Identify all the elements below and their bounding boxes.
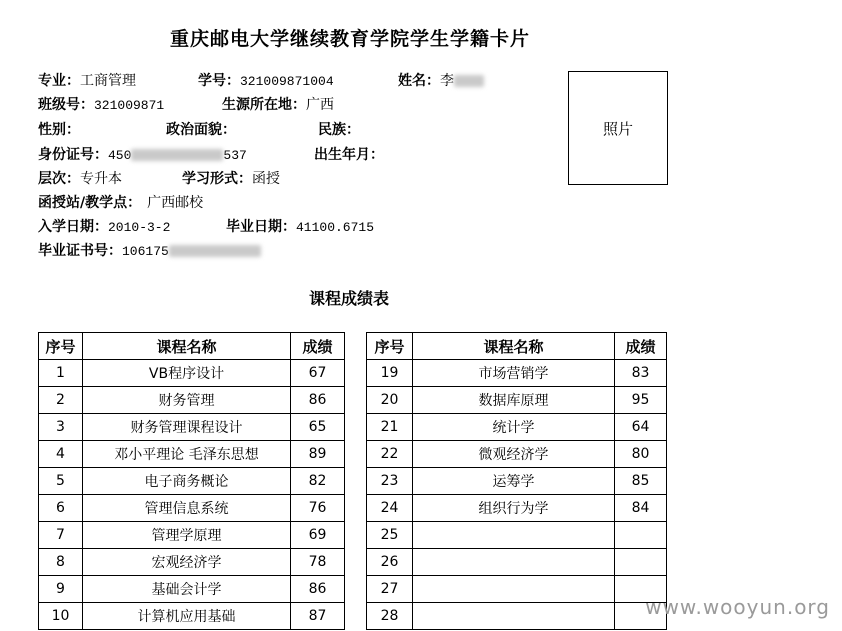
ethnicity-label: 民族： bbox=[318, 122, 360, 138]
course-name: 财务管理课程设计 bbox=[83, 414, 291, 441]
major-label: 专业： bbox=[38, 73, 80, 89]
score: 87 bbox=[291, 603, 345, 630]
course-name bbox=[413, 603, 615, 630]
score: 78 bbox=[291, 549, 345, 576]
id-prefix: 450 bbox=[108, 148, 132, 163]
table-row bbox=[39, 576, 345, 603]
level-label: 层次： bbox=[38, 171, 80, 187]
score: 64 bbox=[615, 414, 667, 441]
political-label: 政治面貌： bbox=[166, 122, 236, 138]
table-row bbox=[39, 441, 345, 468]
table-row bbox=[367, 603, 667, 630]
table-row bbox=[367, 549, 667, 576]
cert-label: 毕业证书号： bbox=[38, 243, 122, 259]
class-no-value: 321009871 bbox=[94, 98, 165, 113]
id-suffix: 537 bbox=[223, 148, 247, 163]
score: 86 bbox=[291, 576, 345, 603]
row-no: 4 bbox=[39, 441, 83, 468]
score: 84 bbox=[615, 495, 667, 522]
station-field bbox=[38, 194, 203, 212]
row-no: 7 bbox=[39, 522, 83, 549]
political-field bbox=[166, 121, 236, 139]
birth-field bbox=[314, 146, 384, 164]
course-name: 市场营销学 bbox=[413, 360, 615, 387]
station-value: 广西邮校 bbox=[147, 195, 204, 211]
row-no: 22 bbox=[367, 441, 413, 468]
course-name bbox=[413, 549, 615, 576]
table-row bbox=[39, 495, 345, 522]
row-no: 5 bbox=[39, 468, 83, 495]
grades-title: 课程成绩表 bbox=[309, 289, 390, 308]
course-name: 数据库原理 bbox=[413, 387, 615, 414]
table-row bbox=[39, 549, 345, 576]
course-name: 计算机应用基础 bbox=[83, 603, 291, 630]
score: 95 bbox=[615, 387, 667, 414]
table-row bbox=[39, 603, 345, 630]
student-no-value: 321009871004 bbox=[240, 74, 334, 89]
row-no: 8 bbox=[39, 549, 83, 576]
row-no: 3 bbox=[39, 414, 83, 441]
name-field bbox=[398, 72, 484, 90]
gender-label: 性别： bbox=[38, 122, 80, 138]
score: 67 bbox=[291, 360, 345, 387]
cert-prefix: 106175 bbox=[122, 244, 169, 259]
score bbox=[615, 549, 667, 576]
score: 89 bbox=[291, 441, 345, 468]
table-row bbox=[39, 360, 345, 387]
score: 85 bbox=[615, 468, 667, 495]
course-name bbox=[413, 576, 615, 603]
student-no-field bbox=[198, 72, 334, 91]
study-form-label: 学习形式： bbox=[182, 171, 252, 187]
class-no-field bbox=[38, 96, 164, 115]
redacted-name bbox=[454, 75, 484, 87]
class-no-label: 班级号： bbox=[38, 97, 94, 113]
col-header-score: 成绩 bbox=[291, 333, 345, 360]
table-row bbox=[367, 495, 667, 522]
row-no: 26 bbox=[367, 549, 413, 576]
col-header-course: 课程名称 bbox=[83, 333, 291, 360]
table-row bbox=[367, 441, 667, 468]
photo-box bbox=[568, 71, 668, 185]
score bbox=[615, 522, 667, 549]
name-value: 李 bbox=[440, 73, 454, 89]
gender-field bbox=[38, 121, 80, 139]
grad-field bbox=[226, 218, 374, 237]
course-name: 管理学原理 bbox=[83, 522, 291, 549]
course-name: 邓小平理论 毛泽东思想 bbox=[83, 441, 291, 468]
level-value: 专升本 bbox=[80, 171, 122, 187]
table-row bbox=[367, 414, 667, 441]
row-no: 10 bbox=[39, 603, 83, 630]
table-header-row bbox=[367, 333, 667, 360]
course-name bbox=[413, 522, 615, 549]
student-no-label: 学号： bbox=[198, 73, 240, 89]
row-no: 19 bbox=[367, 360, 413, 387]
table-row bbox=[39, 468, 345, 495]
table-row bbox=[39, 522, 345, 549]
course-name: VB程序设计 bbox=[83, 360, 291, 387]
page-title: 重庆邮电大学继续教育学院学生学籍卡片 bbox=[170, 28, 531, 50]
row-no: 20 bbox=[367, 387, 413, 414]
name-label: 姓名： bbox=[398, 73, 440, 89]
col-header-no: 序号 bbox=[39, 333, 83, 360]
ethnicity-field bbox=[318, 121, 360, 139]
course-name: 统计学 bbox=[413, 414, 615, 441]
origin-value: 广西 bbox=[306, 97, 334, 113]
score: 76 bbox=[291, 495, 345, 522]
station-label: 函授站/教学点： bbox=[38, 195, 142, 211]
course-name: 管理信息系统 bbox=[83, 495, 291, 522]
row-no: 9 bbox=[39, 576, 83, 603]
redacted-id bbox=[131, 149, 223, 161]
score: 82 bbox=[291, 468, 345, 495]
photo-label: 照片 bbox=[602, 119, 633, 138]
table-row bbox=[367, 576, 667, 603]
enroll-value: 2010-3-2 bbox=[108, 220, 171, 235]
row-no: 25 bbox=[367, 522, 413, 549]
col-header-no: 序号 bbox=[367, 333, 413, 360]
study-form-value: 函授 bbox=[252, 171, 280, 187]
row-no: 1 bbox=[39, 360, 83, 387]
row-no: 24 bbox=[367, 495, 413, 522]
id-field bbox=[38, 146, 247, 165]
score: 83 bbox=[615, 360, 667, 387]
origin-label: 生源所在地： bbox=[222, 97, 306, 113]
level-field bbox=[38, 170, 122, 188]
course-name: 基础会计学 bbox=[83, 576, 291, 603]
course-name: 运筹学 bbox=[413, 468, 615, 495]
row-no: 27 bbox=[367, 576, 413, 603]
grad-label: 毕业日期： bbox=[226, 219, 296, 235]
score: 86 bbox=[291, 387, 345, 414]
origin-field bbox=[222, 96, 334, 114]
grades-table-left bbox=[38, 332, 345, 630]
watermark: www.wooyun.org bbox=[645, 595, 830, 619]
redacted-cert bbox=[169, 245, 261, 257]
id-label: 身份证号： bbox=[38, 147, 108, 163]
birth-label: 出生年月： bbox=[314, 147, 384, 163]
table-row bbox=[367, 468, 667, 495]
row-no: 23 bbox=[367, 468, 413, 495]
grades-table-right bbox=[366, 332, 667, 630]
course-name: 电子商务概论 bbox=[83, 468, 291, 495]
grad-value: 41100.6715 bbox=[296, 220, 375, 235]
table-row bbox=[367, 387, 667, 414]
score: 69 bbox=[291, 522, 345, 549]
table-row bbox=[39, 414, 345, 441]
row-no: 6 bbox=[39, 495, 83, 522]
course-name: 微观经济学 bbox=[413, 441, 615, 468]
major-value: 工商管理 bbox=[80, 73, 136, 89]
study-form-field bbox=[182, 170, 280, 188]
table-row bbox=[367, 522, 667, 549]
table-row bbox=[367, 360, 667, 387]
score: 65 bbox=[291, 414, 345, 441]
row-no: 2 bbox=[39, 387, 83, 414]
table-header-row bbox=[39, 333, 345, 360]
major-field bbox=[38, 72, 136, 90]
row-no: 28 bbox=[367, 603, 413, 630]
score: 80 bbox=[615, 441, 667, 468]
row-no: 21 bbox=[367, 414, 413, 441]
course-name: 宏观经济学 bbox=[83, 549, 291, 576]
enroll-label: 入学日期： bbox=[38, 219, 108, 235]
enroll-field bbox=[38, 218, 170, 237]
table-row bbox=[39, 387, 345, 414]
col-header-score: 成绩 bbox=[615, 333, 667, 360]
col-header-course: 课程名称 bbox=[413, 333, 615, 360]
course-name: 财务管理 bbox=[83, 387, 291, 414]
course-name: 组织行为学 bbox=[413, 495, 615, 522]
cert-field bbox=[38, 242, 261, 261]
